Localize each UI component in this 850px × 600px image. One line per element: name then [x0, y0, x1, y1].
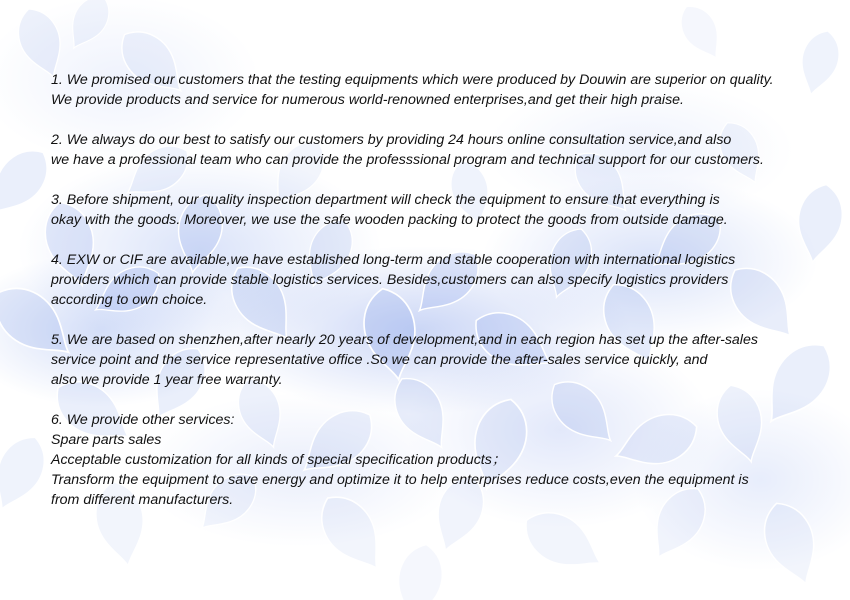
services-text-block [51, 70, 841, 530]
paragraph-line: We provide products and service for numerous world-renowned enterprises,and get their high praise. [51, 92, 684, 108]
paragraph-line: 5. We are based on shenzhen,after nearly 20 years of development,and in each region has set up the after-sales [51, 332, 758, 348]
paragraph-line: okay with the goods. Moreover, we use the safe wooden packing to protect the goods from outside damage. [51, 212, 728, 228]
paragraph-other-services [51, 410, 841, 510]
paragraph-line: service point and the service representative office .So we can provide the after-sales service quickly, and [51, 352, 708, 368]
paragraph-line: 1. We promised our customers that the testing equipments which were produced by Douwin are superior on quality. [51, 72, 774, 88]
paragraph-line: providers which can provide stable logistics services. Besides,customers can also specify logistics providers [51, 272, 729, 288]
paragraph-line: 3. Before shipment, our quality inspection department will check the equipment to ensure that everything is [51, 192, 720, 208]
paragraph-line: Spare parts sales [51, 432, 162, 448]
paragraph-line: Acceptable customization for all kinds of special specification products； [51, 452, 507, 468]
paragraph-after-sales [51, 330, 841, 390]
paragraph-line: 2. We always do our best to satisfy our customers by providing 24 hours online consultation service,and also [51, 132, 732, 148]
paragraph-line: from different manufacturers. [51, 492, 234, 508]
paragraph-consultation [51, 130, 841, 170]
paragraph-quality [51, 70, 841, 110]
paragraph-line: also we provide 1 year free warranty. [51, 372, 283, 388]
paragraph-line: 4. EXW or CIF are available,we have established long-term and stable cooperation with international logistics [51, 252, 736, 268]
paragraph-inspection [51, 190, 841, 230]
paragraph-line: we have a professional team who can provide the professsional program and technical support for our customers. [51, 152, 764, 168]
paragraph-line: Transform the equipment to save energy and optimize it to help enterprises reduce costs,even the equipment is [51, 472, 749, 488]
paragraph-logistics [51, 250, 841, 310]
paragraph-line: according to own choice. [51, 292, 208, 308]
paragraph-line: 6. We provide other services: [51, 412, 235, 428]
